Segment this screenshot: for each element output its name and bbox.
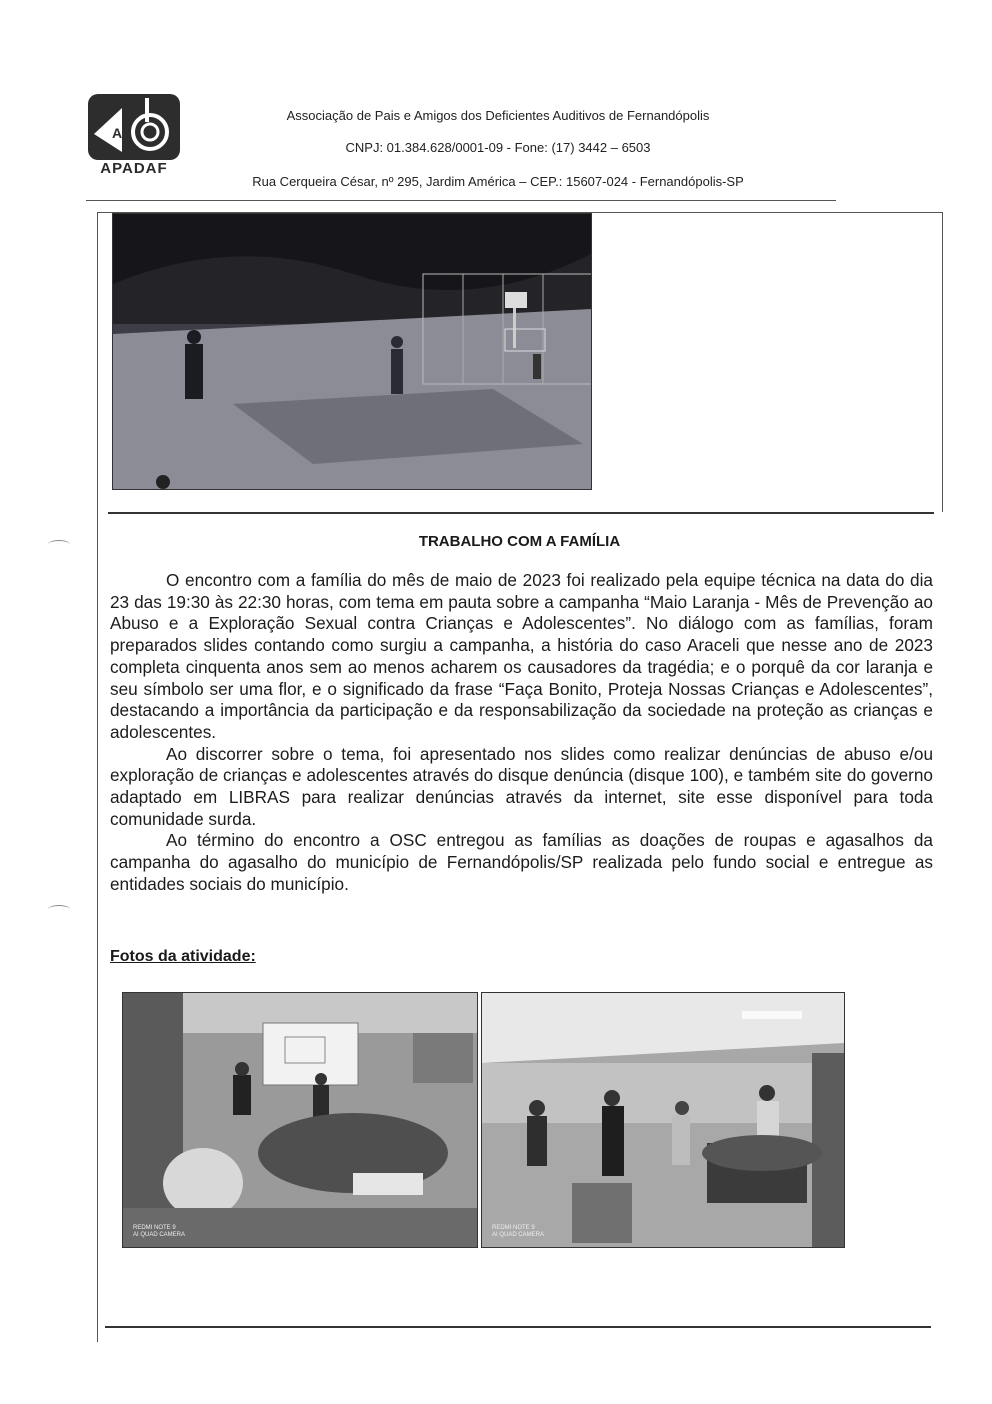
- paragraph: Ao término do encontro a OSC entregou as famílias as doações de roupas e agasalhos da campanha do agasalho do município de Fernandópolis/SP realizada pelo fundo social e entregue as entidades sociais do município.: [110, 830, 933, 894]
- frame-right-border: [942, 212, 943, 512]
- watermark-line: AI QUAD CAMERA: [133, 1232, 186, 1238]
- camera-watermark: [133, 1225, 185, 1239]
- section-body: [110, 570, 933, 896]
- scan-mark: [48, 905, 70, 914]
- paragraph: O encontro com a família do mês de maio de 2023 foi realizado pela equipe técnica na data do dia 23 das 19:30 às 22:30 horas, com tema em pauta sobre a campanha “Maio Laranja - Mês de Prevenção ao Abuso e a Exploração Sexual contra Crianças e Adolescentes”. No diálogo com as famílias, foram preparados slides contando como surgiu a campanha, a história do caso Araceli que nesse ano de 2023 completa cinquenta anos sem ao menos acharem os causadores da tragédia; e o porquê da cor laranja e seu símbolo ser uma flor, e o significado da frase “Faça Bonito, Proteja Nossas Crianças e Adolescentes”, destacando a importância da participação e da responsabilização da sociedade na proteção as crianças e adolescentes.: [110, 570, 933, 742]
- frame-left-border: [97, 212, 98, 1342]
- watermark-line: REDMI NOTE 9: [492, 1225, 535, 1231]
- photo-sports-court: [112, 213, 592, 490]
- section-divider: [108, 512, 934, 514]
- logo-text: APADAF: [100, 160, 168, 177]
- apadaf-logo: [88, 94, 180, 177]
- cnpj-phone: CNPJ: 01.384.628/0001-09 - Fone: (17) 3442 – 6503: [345, 140, 651, 155]
- watermark-line: REDMI NOTE 9: [133, 1225, 176, 1231]
- header-divider: [86, 200, 836, 201]
- photo-clothing-donation: [481, 992, 845, 1248]
- photos-label: Fotos da atividade:: [110, 948, 256, 965]
- camera-watermark: [492, 1225, 544, 1239]
- scan-mark: [48, 540, 70, 549]
- address: Rua Cerqueira César, nº 295, Jardim América – CEP.: 15607-024 - Fernandópolis-SP: [252, 174, 744, 189]
- section-title: TRABALHO COM A FAMÍLIA: [418, 533, 621, 550]
- org-name: Associação de Pais e Amigos dos Deficientes Auditivos de Fernandópolis: [286, 108, 710, 123]
- footer-divider: [105, 1326, 931, 1328]
- paragraph: Ao discorrer sobre o tema, foi apresentado nos slides como realizar denúncias de abuso e/ou exploração de crianças e adolescentes através do disque denúncia (disque 100), e também site do governo adaptado em LIBRAS para realizar denúncias através da internet, site esse disponível para toda comunidade surda.: [110, 743, 933, 829]
- watermark-line: AI QUAD CAMERA: [492, 1232, 545, 1238]
- photo-classroom-presentation: [122, 992, 478, 1248]
- svg-text:A: A: [112, 125, 123, 141]
